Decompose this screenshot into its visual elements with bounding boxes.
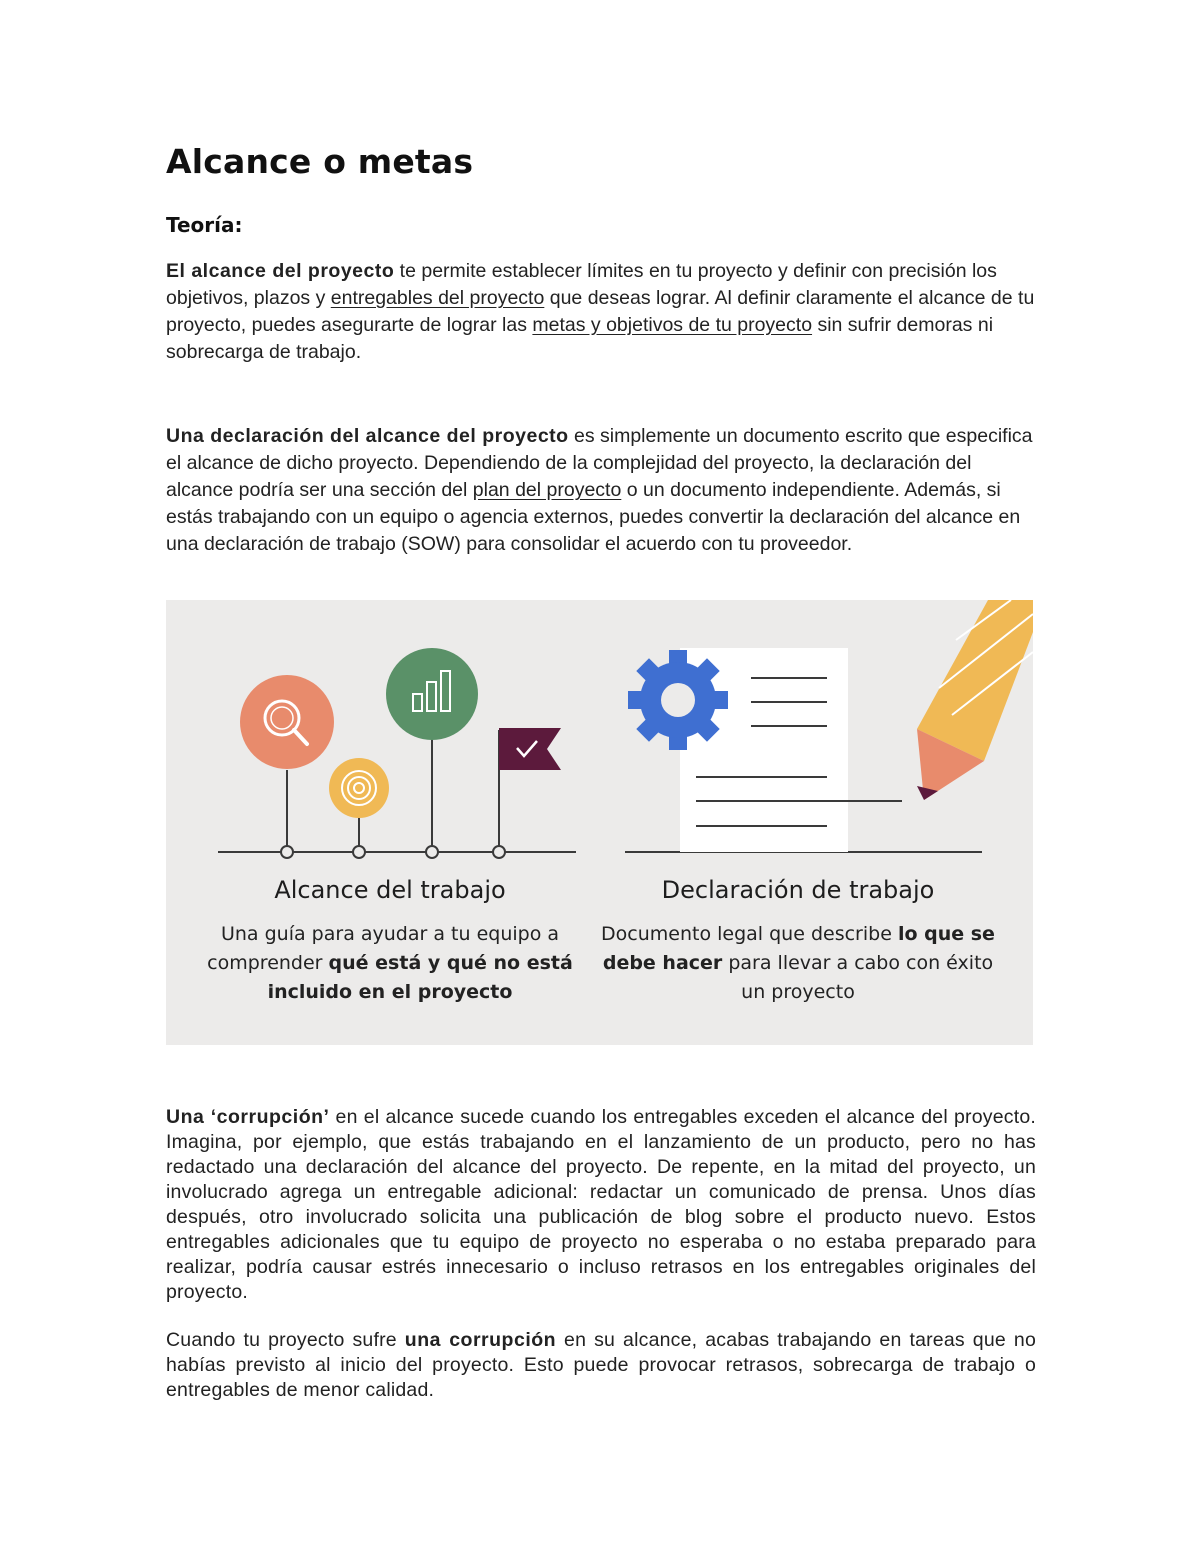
link-metas-objetivos[interactable]: metas y objetivos de tu proyecto: [532, 314, 813, 336]
figure-desc-sow: [598, 920, 998, 1007]
search-icon: [240, 675, 334, 769]
paragraph-scope-creep-effects: [166, 1328, 1036, 1403]
link-plan-proyecto[interactable]: plan del proyecto: [472, 479, 622, 501]
target-icon: [329, 758, 389, 818]
gear-icon: [628, 650, 728, 750]
paragraph-text: te permite establecer límites en tu proyecto y definir con precisión los objetivos, plazos y: [166, 260, 997, 309]
pencil-icon: [917, 600, 1033, 800]
bold-term: Una ‘corrupción’: [166, 1106, 330, 1128]
timeline-node: [281, 846, 293, 858]
document-icon: [680, 648, 902, 852]
link-entregables[interactable]: entregables del proyecto: [330, 287, 545, 309]
section-subtitle: Teoría:: [166, 213, 243, 237]
paragraph-text: Cuando tu proyecto sufre: [166, 1329, 405, 1351]
figure-desc-text: para llevar a cabo con éxito un proyecto: [722, 952, 994, 1003]
page-title: Alcance o metas: [166, 142, 474, 181]
paragraph-text: que deseas lograr. Al definir claramente el alcance de tu proyecto, puedes asegurarte de lograr las: [166, 287, 1035, 336]
timeline-node: [353, 846, 365, 858]
bold-term: Una declaración del alcance del proyecto: [166, 425, 569, 447]
figure-desc-text: Documento legal que describe: [601, 923, 898, 945]
paragraph-text: sin sufrir demoras ni sobrecarga de trabajo.: [166, 314, 994, 363]
timeline-node: [426, 846, 438, 858]
timeline-node: [493, 846, 505, 858]
figure-desc-scope: [190, 920, 590, 1007]
figure-title-scope: Alcance del trabajo: [274, 876, 506, 904]
bold-term: El alcance del proyecto: [166, 260, 395, 282]
paragraph-text: en el alcance sucede cuando los entregables exceden el alcance del proyecto. Imagina, por ejemplo, que estás trabajando en el lanzamiento de un producto, pero no has redactado una declaración del alcance del proyecto. De repente, en la mitad del proyecto, un involucrado agrega un entregable adicional: redactar un comunicado de prensa. Unos días después, otro involucrado solicita una publicación de blog sobre el producto nuevo. Estos entregables adicionales que tu equipo de proyecto no esperaba o no estaba preparado para realizar, podría causar estrés innecesario o incluso retrasos en los entregables originales del proyecto.: [166, 1106, 1036, 1303]
bold-term: una corrupción: [404, 1329, 557, 1351]
figure-desc-bold: lo que se debe hacer: [602, 923, 995, 974]
figure-desc-text: Una guía para ayudar a tu equipo a comprender: [207, 923, 560, 974]
paragraph-text: o un documento independiente. Además, si estás trabajando con un equipo o agencia externos, puedes convertir la declaración del alcance en una declaración de trabajo (SOW) para consolidar el acuerdo con tu proveedor.: [166, 479, 1021, 555]
figure-title-sow: Declaración de trabajo: [661, 876, 935, 904]
paragraph-scope-statement: [166, 423, 1036, 558]
paragraph-text: es simplemente un documento escrito que especifica el alcance de dicho proyecto. Dependiendo de la complejidad del proyecto, la declaración del alcance podría ser una sección del: [166, 425, 1033, 501]
checkmark-flag-icon: [499, 728, 561, 770]
paragraph-scope-creep: [166, 1105, 1036, 1305]
figure-desc-bold: qué está y qué no está incluido en el proyecto: [267, 952, 573, 1003]
paragraph-scope-intro: [166, 258, 1036, 366]
paragraph-text: en su alcance, acabas trabajando en tareas que no habías previsto al inicio del proyecto. Esto puede provocar retrasos, sobrecarga de trabajo o entregables de menor calidad.: [166, 1329, 1036, 1401]
bar-chart-icon: [386, 648, 478, 740]
